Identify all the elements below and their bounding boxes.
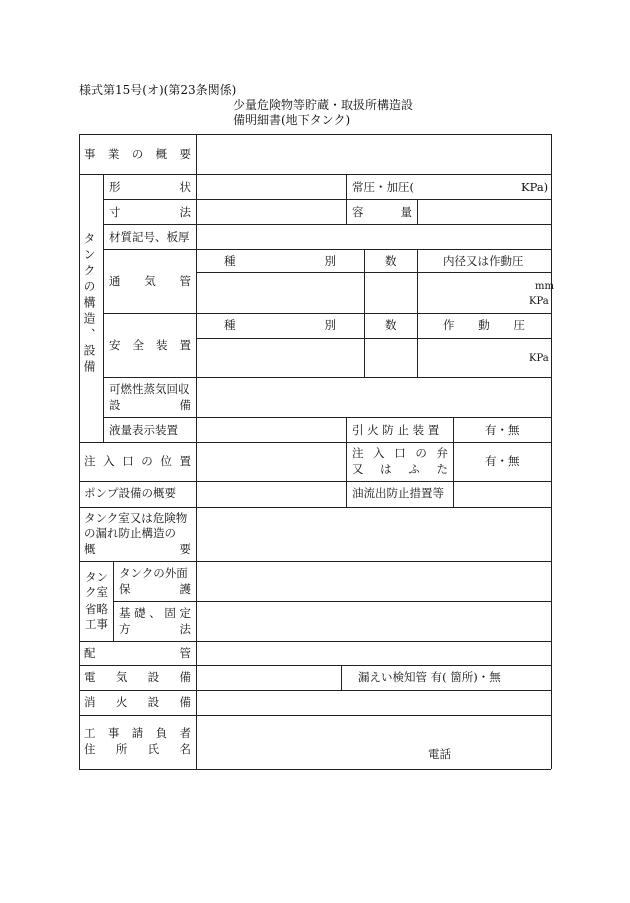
label-inlet-valve-1: 注 入 口 の 弁 bbox=[352, 446, 448, 460]
label-oil-flow-prevention: 油流出防止措置等 bbox=[352, 486, 444, 500]
label-fire-extinguishing: 消 火 設 備 bbox=[84, 695, 191, 709]
label-omission-1: タン bbox=[85, 570, 108, 584]
label-material: 材質記号、板厚 bbox=[109, 230, 190, 244]
label-mm: mm bbox=[535, 281, 554, 292]
label-foundation-1: 基 礎 、 固 定 bbox=[119, 606, 191, 620]
label-inlet-valve-2: 又 は ふ た bbox=[352, 462, 448, 476]
form-title-line2: 備明細書(地下タンク) bbox=[233, 113, 351, 127]
label-vent-count: 数 bbox=[385, 254, 397, 268]
label-business-overview: 事 業 の 概 要 bbox=[84, 147, 191, 161]
label-safety-kpa: KPa bbox=[529, 353, 549, 364]
label-vapor-recovery-2: 設 備 bbox=[109, 398, 191, 412]
label-shape: 形 状 bbox=[109, 180, 191, 194]
label-leak-prevention-1: タンク室又は危険物 bbox=[84, 511, 188, 525]
inlet-valve-yes-no[interactable]: 有・無 bbox=[485, 454, 520, 468]
label-pump-overview: ポンプ設備の概要 bbox=[84, 486, 176, 500]
form-title-line1: 少量危険物等貯蔵・取扱所構造設 bbox=[233, 98, 414, 112]
label-outer-protection-2: 保 護 bbox=[119, 582, 191, 596]
fire-prevention-yes-no[interactable]: 有・無 bbox=[485, 423, 520, 437]
label-capacity: 容 量 bbox=[352, 205, 412, 219]
label-vent-pipe: 通 気 管 bbox=[109, 274, 191, 288]
label-dimension: 寸 法 bbox=[109, 205, 191, 219]
label-level-display: 液量表示装置 bbox=[109, 423, 178, 437]
label-omission-4: 工事 bbox=[85, 617, 108, 631]
form-id: 様式第15号(オ)(第23条関係) bbox=[79, 83, 237, 97]
label-safety-device: 安 全 装 置 bbox=[109, 338, 191, 352]
label-inlet-position: 注 入 口 の 位 置 bbox=[84, 454, 191, 468]
label-leak-prevention-3: 概 要 bbox=[84, 542, 191, 556]
label-vent-kind: 種 別 bbox=[224, 254, 336, 268]
label-tank-structure: タンクの構造、設備 bbox=[82, 232, 96, 376]
label-pressure: 常圧・加圧( bbox=[352, 180, 414, 194]
label-phone: 電話 bbox=[428, 747, 451, 761]
label-safety-kind: 種 別 bbox=[224, 318, 336, 332]
label-foundation-2: 方 法 bbox=[119, 622, 191, 636]
label-leak-detection: 漏えい検知管 有( 箇所)・無 bbox=[358, 670, 501, 684]
label-omission-2: ク室 bbox=[85, 585, 108, 599]
label-vent-kpa: KPa bbox=[529, 296, 549, 307]
label-fire-prevention: 引 火 防 止 装 置 bbox=[352, 423, 440, 437]
label-contractor-1: 工 事 請 負 者 bbox=[84, 726, 191, 740]
label-omission-3: 省略 bbox=[85, 602, 108, 616]
label-inner-diameter: 内径又は作動圧 bbox=[443, 254, 524, 268]
label-leak-prevention-2: の漏れ防止構造の bbox=[84, 526, 176, 540]
label-op-pressure: 作 動 圧 bbox=[443, 318, 525, 332]
label-safety-count: 数 bbox=[385, 318, 397, 332]
label-piping: 配 管 bbox=[84, 646, 191, 660]
label-outer-protection-1: タンクの外面 bbox=[119, 566, 188, 580]
label-kpa-suffix: KPa) bbox=[521, 180, 549, 194]
label-contractor-2: 住 所 氏 名 bbox=[84, 742, 191, 756]
label-vapor-recovery-1: 可燃性蒸気回収 bbox=[109, 382, 190, 396]
label-electrical: 電 気 設 備 bbox=[84, 670, 191, 684]
